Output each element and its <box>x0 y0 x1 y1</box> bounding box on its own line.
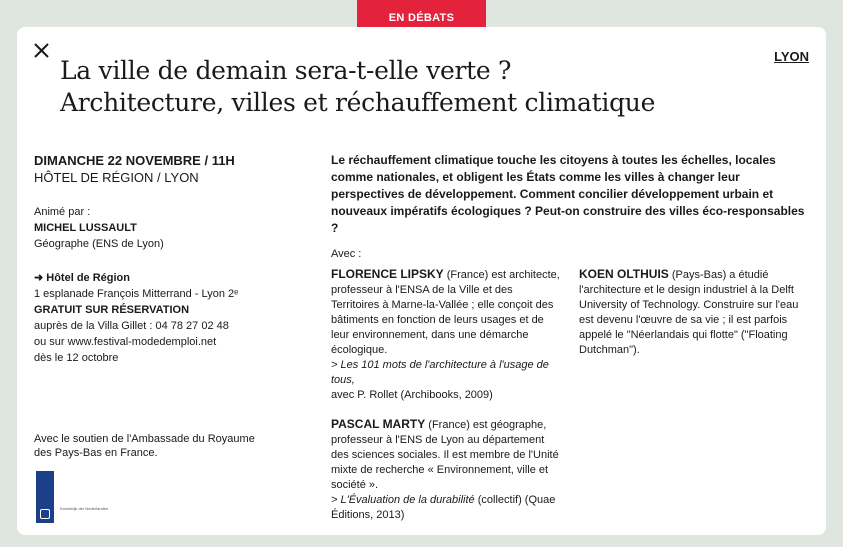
speakers-column-left <box>331 267 563 523</box>
host-role: Géographe (ENS de Lyon) <box>34 238 164 250</box>
reservation-website[interactable]: ou sur www.festival-modedemploi.net <box>34 336 217 348</box>
event-card <box>17 27 826 535</box>
speaker-book: > L'Évaluation de la durabilité <box>331 494 475 506</box>
speaker-item <box>331 417 563 523</box>
reservation-phone: auprès de la Villa Gillet : 04 78 27 02 48 <box>34 320 229 332</box>
place-link[interactable]: ➜ Hôtel de Région <box>34 272 130 284</box>
speaker-bio: (Pays-Bas) a étudié l'architecture et le design industriel à la Delft University of Technology. Construire sur l'eau est devenu l'œuvre de sa vie ; il est parfois appelé le "Néerlandais qui flotte" ("Floating Dutchman"). <box>579 269 799 356</box>
page-title <box>60 55 780 119</box>
event-info <box>34 152 274 366</box>
title-line-1: La ville de demain sera-t-elle verte ? <box>60 56 512 85</box>
host-name: MICHEL LUSSAULT <box>34 222 137 234</box>
speakers-label: Avec : <box>331 248 362 260</box>
speaker-book: > Les 101 mots de l'architecture à l'usage de tous, <box>331 359 549 386</box>
speaker-item <box>579 267 811 358</box>
speaker-bio: (France) est architecte, professeur à l'ENSA de la Ville et des Territoires à Marne-la-Vallée ; elle conçoit des bâtiments en fonction de leurs usages et de leur environnement, dans une démarche écologique. <box>331 269 560 356</box>
logo-text: Koninkrijk der Nederlanden <box>60 506 109 511</box>
host-label: Animé par : <box>34 206 91 218</box>
title-line-2: Architecture, villes et réchauffement climatique <box>60 88 656 117</box>
intro-text: Le réchauffement climatique touche les citoyens à toutes les échelles, locales comme nationales, et obligent les États comme les villes à changer leur perspectives de développement. Comment concilier développement urbain et nouveaux impératifs écologiques ? Peut-on construire des villes éco-responsables ? <box>331 153 805 235</box>
speaker-name: PASCAL MARTY <box>331 417 426 431</box>
host-block <box>34 204 274 252</box>
speaker-name: FLORENCE LIPSKY <box>331 267 444 281</box>
free-reservation: GRATUIT SUR RÉSERVATION <box>34 304 190 316</box>
coat-of-arms-icon <box>36 471 54 523</box>
speaker-bio: (France) est géographe, professeur à l'ENS de Lyon au département des sciences sociales. Il est membre de l'Unité mixte de recherche « Environnement, ville et société ». <box>331 419 559 491</box>
support-note: Avec le soutien de l'Ambassade du Royaume des Pays-Bas en France. <box>34 433 255 459</box>
event-date: DIMANCHE 22 NOVEMBRE / 11H <box>34 153 235 168</box>
speaker-item <box>331 267 563 403</box>
speakers-column-right <box>579 267 811 358</box>
speaker-name: KOEN OLTHUIS <box>579 267 669 281</box>
event-venue: HÔTEL DE RÉGION / LYON <box>34 170 199 185</box>
location-link[interactable]: LYON <box>774 49 809 64</box>
close-icon[interactable] <box>33 42 50 59</box>
reservation-date: dès le 12 octobre <box>34 352 119 364</box>
address: 1 esplanade François Mitterrand - Lyon 2ᵉ <box>34 288 239 300</box>
speaker-book-extra: (collectif) (Quae Éditions, 2013) <box>331 494 556 521</box>
category-tag: EN DÉBATS <box>357 0 486 35</box>
speaker-book-extra: avec P. Rollet (Archibooks, 2009) <box>331 389 493 401</box>
embassy-logo <box>36 469 116 523</box>
location-block <box>34 270 274 366</box>
